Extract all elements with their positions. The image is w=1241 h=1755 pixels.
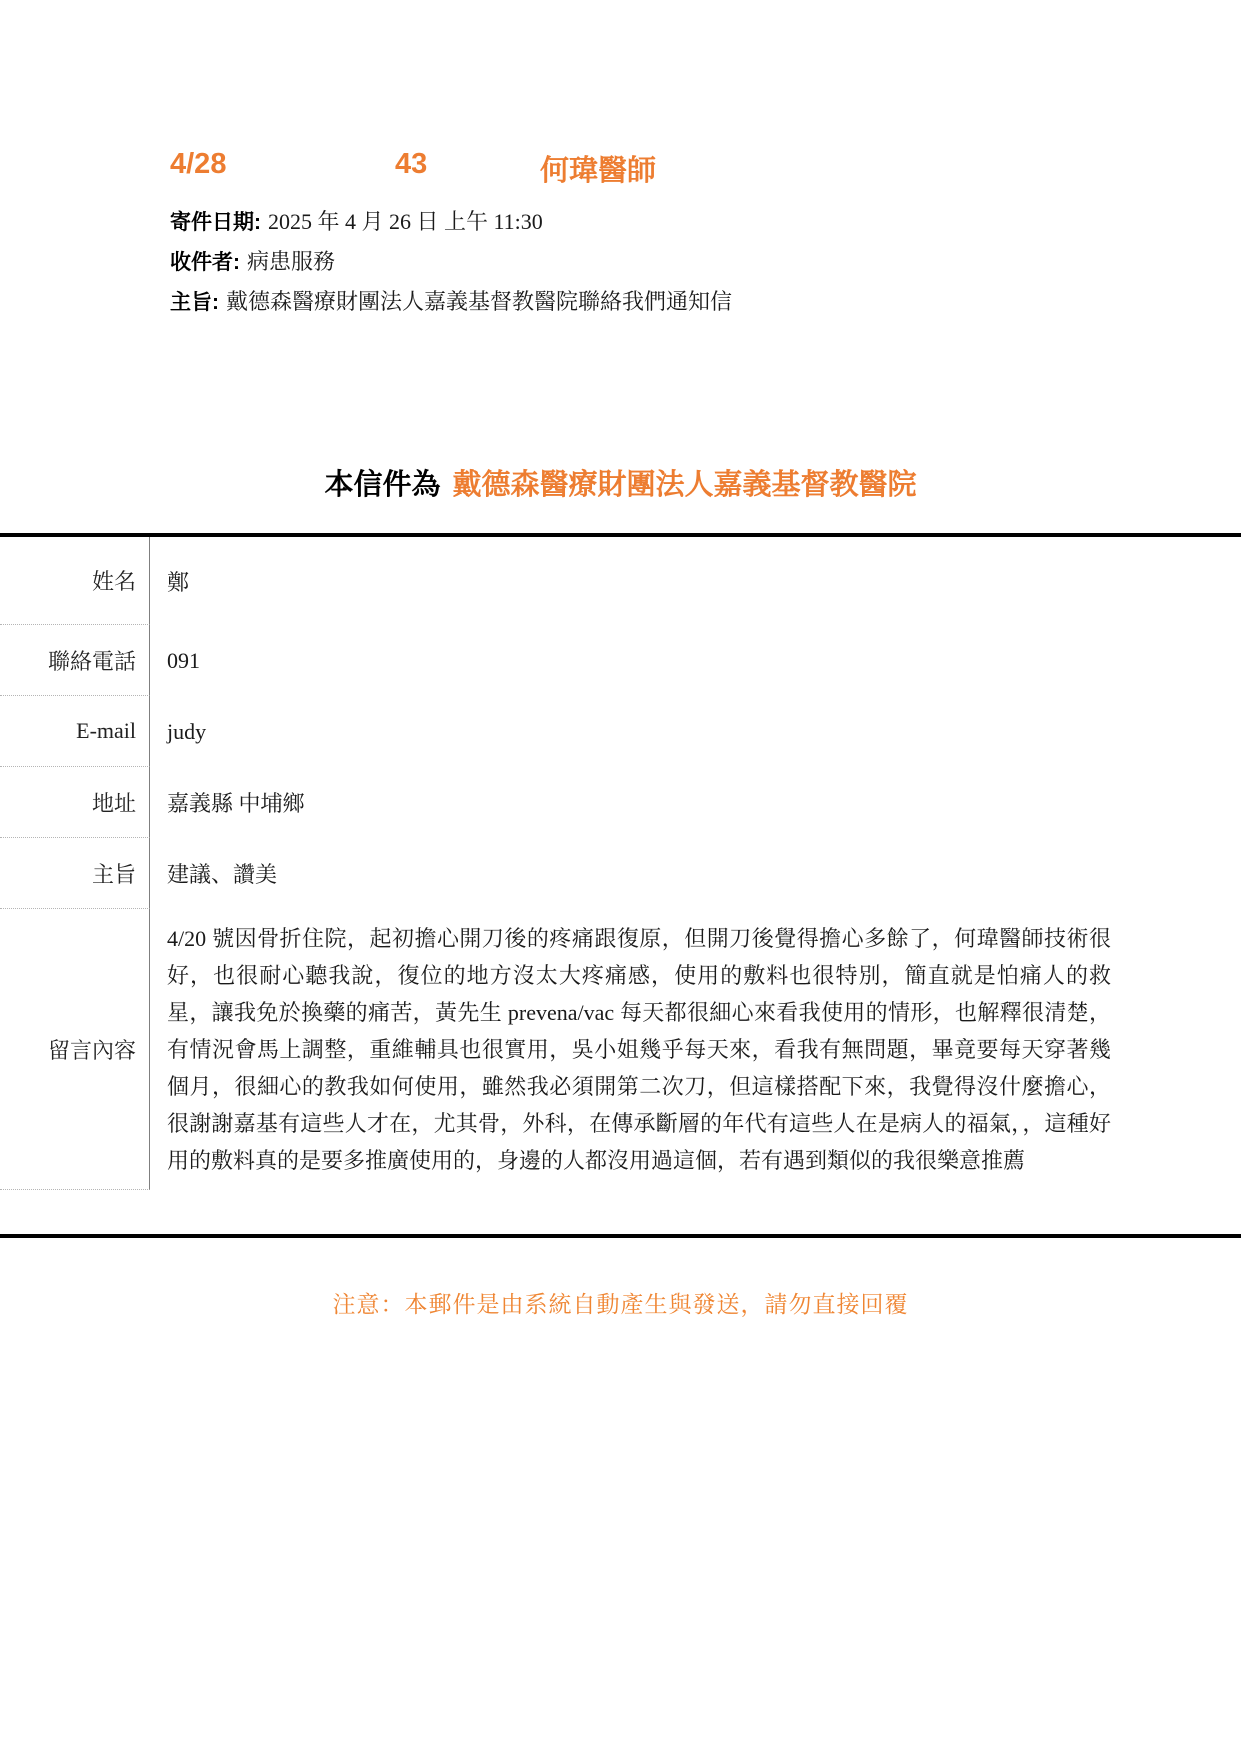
email-label: E-mail: [0, 696, 150, 767]
form-subject-label: 主旨: [0, 838, 150, 909]
table-row-message: [0, 909, 1241, 1190]
address-value: 嘉義縣 中埔鄉: [167, 791, 305, 816]
phone-label: 聯絡電話: [0, 625, 150, 696]
phone-value: 091: [167, 647, 200, 673]
recipient-value: 病患服務: [247, 249, 336, 274]
title-prefix: 本信件為: [324, 469, 441, 501]
bottom-divider: [0, 1234, 1241, 1238]
name-label: 姓名: [0, 537, 150, 625]
contact-form-table: [0, 533, 1241, 1190]
date-tag: 4/28: [170, 148, 227, 180]
table-row-phone: [0, 625, 1241, 696]
meta-row-sent-date: [170, 202, 1241, 242]
title-hospital-name: 戴德森醫療財團法人嘉義基督教醫院: [452, 469, 917, 501]
subject-label: 主旨:: [170, 291, 219, 314]
table-row-subject: [0, 838, 1241, 909]
subject-value: 戴德森醫療財團法人嘉義基督教醫院聯絡我們通知信: [226, 289, 733, 314]
table-row-address: [0, 767, 1241, 838]
meta-row-subject: [170, 282, 1241, 322]
header-tags: [170, 148, 1241, 188]
sent-date-label: 寄件日期:: [170, 211, 261, 234]
mail-meta: [170, 202, 1241, 322]
table-row-email: [0, 696, 1241, 767]
count-tag: 43: [395, 148, 428, 180]
form-subject-value: 建議、讚美: [167, 862, 278, 887]
address-label: 地址: [0, 767, 150, 838]
email-value: judy: [167, 718, 207, 744]
message-label: 留言內容: [0, 909, 150, 1190]
meta-row-recipient: [170, 242, 1241, 282]
name-value: 鄭: [167, 569, 190, 595]
recipient-label: 收件者:: [170, 251, 240, 274]
doctor-tag: 何瑋醫師: [540, 155, 657, 187]
table-row-name: [0, 537, 1241, 625]
sent-date-value: 2025 年 4 月 26 日 上午 11:30: [268, 209, 543, 234]
page-title: [0, 462, 1241, 503]
auto-reply-notice: 注意：本郵件是由系統自動產生與發送，請勿直接回覆: [332, 1291, 909, 1317]
message-body: 4/20 號因骨折住院，起初擔心開刀後的疼痛跟復原，但開刀後覺得擔心多餘了，何瑋醫師技術很好，也很耐心聽我說，復位的地方沒太大疼痛感，使用的敷料也很特別，簡直就是怕痛人的救星，讓我免於換藥的痛苦，黃先生 prevena/vac 每天都很細心來看我使用的情形，也解釋很清楚，有情況會馬上調整，重維輔具也很實用，吳小姐幾乎每天來，看我有無問題，畢竟要每天穿著幾個月，很細心的教我如何使用，雖然我必須開第二次刀，但這樣搭配下來，我覺得沒什麼擔心，很謝謝嘉基有這些人才在，尤其骨，外科，在傳承斷層的年代有這些人在是病人的福氣，，這種好用的敷料真的是要多推廣使用的，身邊的人都沒用過這個，若有遇到類似的我很樂意推薦: [167, 926, 1111, 1173]
